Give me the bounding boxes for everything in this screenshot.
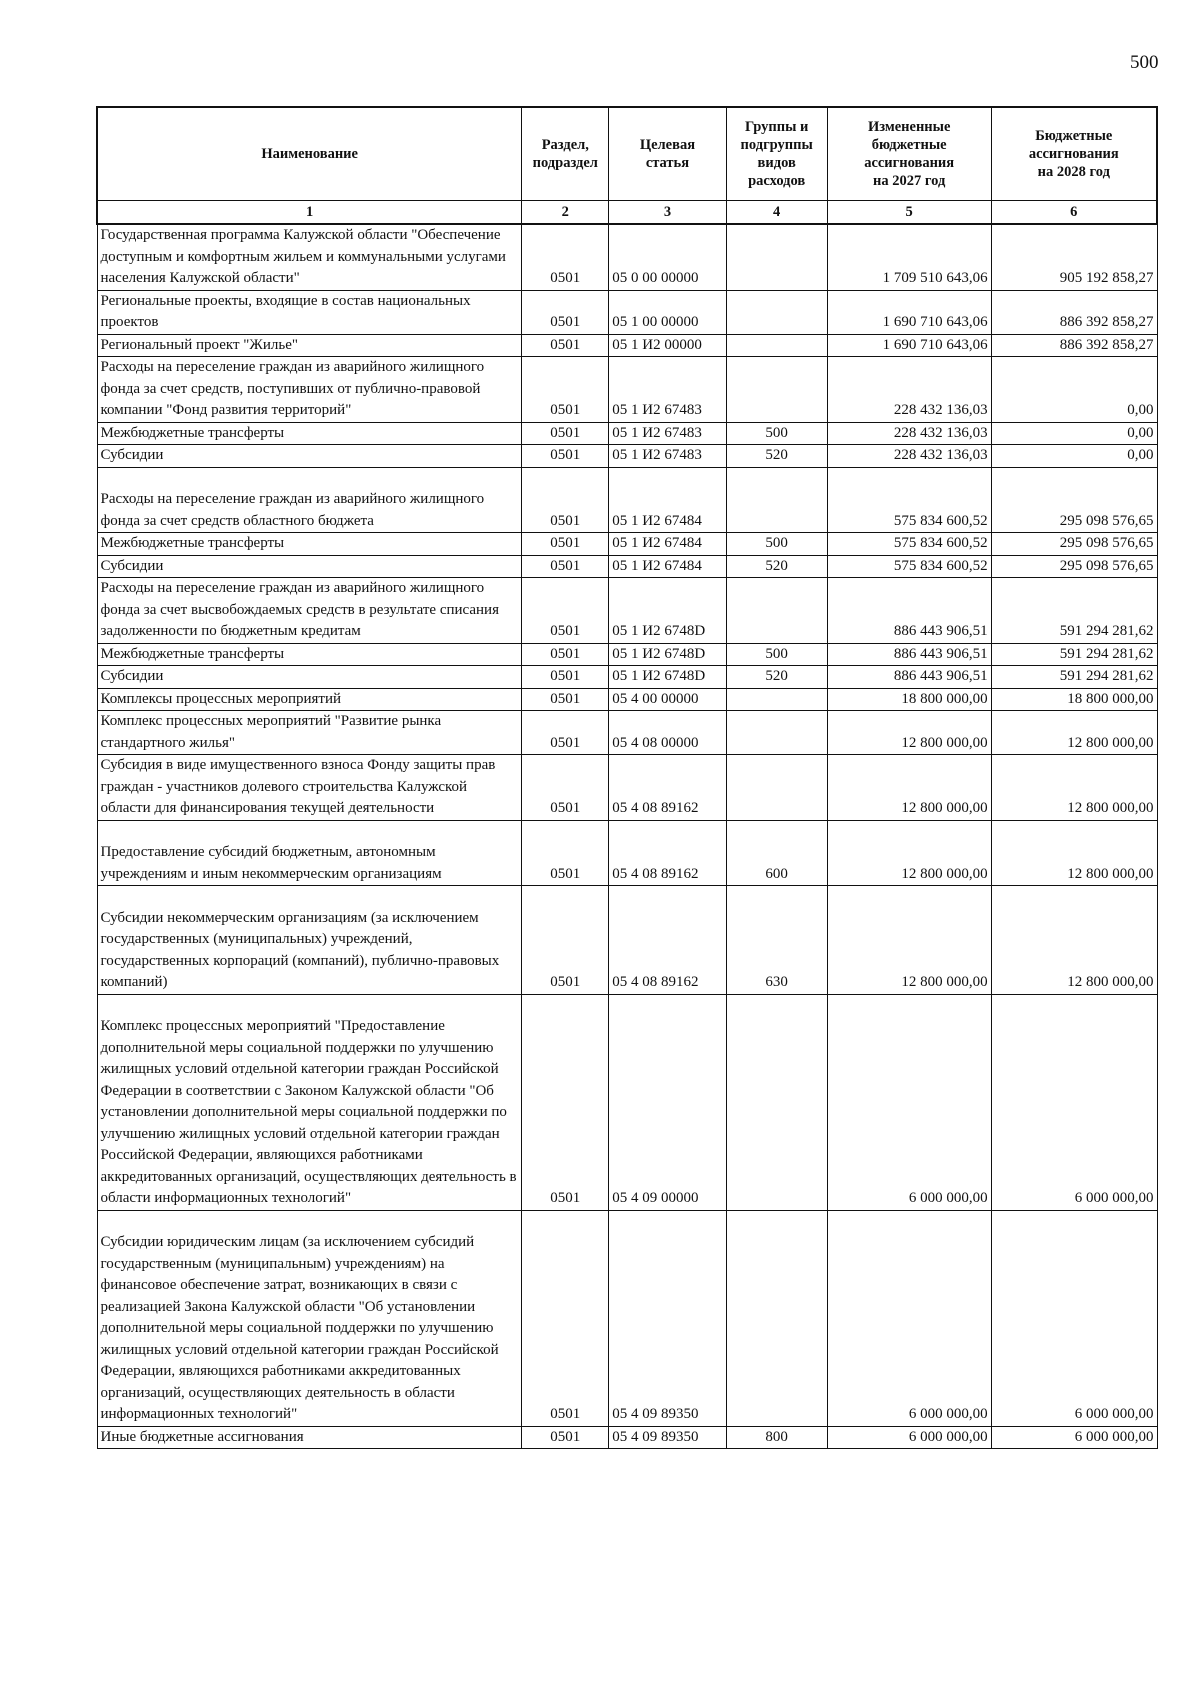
row-amount-2028: 295 098 576,65	[991, 533, 1157, 556]
row-amount-2028: 591 294 281,62	[991, 578, 1157, 644]
row-article: 05 0 00 00000	[609, 224, 726, 290]
row-section: 0501	[522, 755, 609, 821]
table-row	[97, 224, 1157, 290]
header-name: Наименование	[97, 107, 522, 201]
row-amount-2028: 12 800 000,00	[991, 820, 1157, 886]
row-group	[726, 755, 827, 821]
row-amount-2027: 228 432 136,03	[827, 422, 991, 445]
row-amount-2027: 575 834 600,52	[827, 467, 991, 533]
row-group	[726, 357, 827, 423]
row-article: 05 4 08 89162	[609, 755, 726, 821]
table-row	[97, 290, 1157, 334]
row-section: 0501	[522, 555, 609, 578]
table-row	[97, 555, 1157, 578]
header-article: Целевая статья	[609, 107, 726, 201]
header-amount-2028: Бюджетные ассигнования на 2028 год	[991, 107, 1157, 201]
row-section: 0501	[522, 422, 609, 445]
row-name: Государственная программа Калужской области "Обеспечение доступным и комфортным жильем и коммунальными услугами населения Калужской области"	[97, 224, 522, 290]
row-amount-2028: 0,00	[991, 422, 1157, 445]
row-group	[726, 290, 827, 334]
row-name: Субсидии некоммерческим организациям (за исключением государственных (муниципальных) учреждений, государственных корпораций (компаний), публично-правовых компаний)	[97, 886, 522, 995]
row-amount-2028: 0,00	[991, 445, 1157, 468]
row-group: 600	[726, 820, 827, 886]
table-row	[97, 820, 1157, 886]
row-amount-2027: 1 690 710 643,06	[827, 290, 991, 334]
row-amount-2028: 591 294 281,62	[991, 666, 1157, 689]
row-section: 0501	[522, 711, 609, 755]
row-group: 500	[726, 422, 827, 445]
column-number: 5	[827, 201, 991, 225]
row-name: Расходы на переселение граждан из аварийного жилищного фонда за счет средств, поступивших от публично-правовой компании "Фонд развития территорий"	[97, 357, 522, 423]
row-amount-2028: 12 800 000,00	[991, 755, 1157, 821]
table-row	[97, 334, 1157, 357]
row-article: 05 1 И2 6748D	[609, 578, 726, 644]
column-number: 6	[991, 201, 1157, 225]
row-amount-2027: 1 690 710 643,06	[827, 334, 991, 357]
row-group	[726, 334, 827, 357]
row-section: 0501	[522, 886, 609, 995]
row-article: 05 1 И2 67483	[609, 422, 726, 445]
row-article: 05 1 И2 67484	[609, 467, 726, 533]
row-section: 0501	[522, 224, 609, 290]
row-amount-2027: 12 800 000,00	[827, 711, 991, 755]
row-name: Комплекс процессных мероприятий "Предоставление дополнительной меры социальной поддержки по улучшению жилищных условий отдельной категории граждан Российской Федерации в соответствии с Законом Калужской области "Об установлении дополнительной меры социальной поддержки по улучшению жилищных условий отдельной категории граждан Российской Федерации, являющихся работниками аккредитованных организаций, осуществляющих деятельность в области информационных технологий"	[97, 994, 522, 1210]
row-article: 05 4 09 00000	[609, 994, 726, 1210]
table-row	[97, 643, 1157, 666]
row-article: 05 1 И2 6748D	[609, 666, 726, 689]
row-article: 05 1 И2 00000	[609, 334, 726, 357]
table-row	[97, 994, 1157, 1210]
row-amount-2027: 18 800 000,00	[827, 688, 991, 711]
row-amount-2028: 905 192 858,27	[991, 224, 1157, 290]
row-article: 05 4 08 89162	[609, 886, 726, 995]
row-section: 0501	[522, 290, 609, 334]
table-row	[97, 711, 1157, 755]
row-amount-2027: 6 000 000,00	[827, 1426, 991, 1449]
row-section: 0501	[522, 666, 609, 689]
row-article: 05 1 И2 67483	[609, 357, 726, 423]
row-group: 520	[726, 555, 827, 578]
table-row	[97, 688, 1157, 711]
row-name: Субсидии	[97, 555, 522, 578]
row-article: 05 4 08 00000	[609, 711, 726, 755]
table-row	[97, 422, 1157, 445]
column-number: 3	[609, 201, 726, 225]
row-name: Субсидии	[97, 445, 522, 468]
table-header	[97, 107, 1157, 224]
row-article: 05 1 И2 67484	[609, 533, 726, 556]
row-article: 05 1 И2 6748D	[609, 643, 726, 666]
row-amount-2028: 6 000 000,00	[991, 1426, 1157, 1449]
table-row	[97, 1426, 1157, 1449]
row-amount-2028: 6 000 000,00	[991, 994, 1157, 1210]
header-section: Раздел, подраздел	[522, 107, 609, 201]
budget-table	[96, 106, 1158, 1449]
row-article: 05 4 00 00000	[609, 688, 726, 711]
row-group	[726, 1210, 827, 1426]
row-amount-2027: 886 443 906,51	[827, 643, 991, 666]
row-name: Субсидии юридическим лицам (за исключением субсидий государственным (муниципальным) учреждениям) на финансовое обеспечение затрат, возникающих в связи с реализацией Закона Калужской области "Об установлении дополнительной меры социальной поддержки по улучшению жилищных условий отдельной категории граждан Российской Федерации, являющихся работниками аккредитованных организаций, осуществляющих деятельность в области информационных технологий"	[97, 1210, 522, 1426]
table-row	[97, 533, 1157, 556]
row-amount-2027: 575 834 600,52	[827, 533, 991, 556]
row-amount-2027: 6 000 000,00	[827, 1210, 991, 1426]
table-row	[97, 467, 1157, 533]
row-name: Расходы на переселение граждан из аварийного жилищного фонда за счет средств областного бюджета	[97, 467, 522, 533]
row-section: 0501	[522, 467, 609, 533]
row-group: 800	[726, 1426, 827, 1449]
row-name: Региональные проекты, входящие в состав национальных проектов	[97, 290, 522, 334]
row-group	[726, 994, 827, 1210]
row-amount-2027: 6 000 000,00	[827, 994, 991, 1210]
row-article: 05 1 И2 67483	[609, 445, 726, 468]
row-amount-2028: 886 392 858,27	[991, 290, 1157, 334]
table-row	[97, 755, 1157, 821]
row-name: Субсидии	[97, 666, 522, 689]
row-section: 0501	[522, 1210, 609, 1426]
row-name: Комплекс процессных мероприятий "Развитие рынка стандартного жилья"	[97, 711, 522, 755]
row-article: 05 4 09 89350	[609, 1210, 726, 1426]
header-group: Группы и подгруппы видов расходов	[726, 107, 827, 201]
row-amount-2028: 12 800 000,00	[991, 711, 1157, 755]
table-row	[97, 445, 1157, 468]
row-group: 520	[726, 666, 827, 689]
row-amount-2028: 6 000 000,00	[991, 1210, 1157, 1426]
column-number: 1	[97, 201, 522, 225]
row-section: 0501	[522, 334, 609, 357]
row-name: Комплексы процессных мероприятий	[97, 688, 522, 711]
row-article: 05 1 00 00000	[609, 290, 726, 334]
row-amount-2028: 886 392 858,27	[991, 334, 1157, 357]
row-section: 0501	[522, 820, 609, 886]
table-row	[97, 357, 1157, 423]
row-article: 05 4 09 89350	[609, 1426, 726, 1449]
row-name: Межбюджетные трансферты	[97, 422, 522, 445]
row-amount-2028: 18 800 000,00	[991, 688, 1157, 711]
row-section: 0501	[522, 445, 609, 468]
row-group	[726, 467, 827, 533]
column-number: 4	[726, 201, 827, 225]
header-amount-2027: Измененные бюджетные ассигнования на 2027 год	[827, 107, 991, 201]
row-section: 0501	[522, 1426, 609, 1449]
row-amount-2028: 295 098 576,65	[991, 555, 1157, 578]
row-article: 05 1 И2 67484	[609, 555, 726, 578]
row-group: 630	[726, 886, 827, 995]
row-amount-2027: 886 443 906,51	[827, 666, 991, 689]
row-section: 0501	[522, 357, 609, 423]
table-row	[97, 578, 1157, 644]
table-row	[97, 886, 1157, 995]
row-amount-2027: 1 709 510 643,06	[827, 224, 991, 290]
row-amount-2027: 12 800 000,00	[827, 820, 991, 886]
row-name: Региональный проект "Жилье"	[97, 334, 522, 357]
row-name: Расходы на переселение граждан из аварийного жилищного фонда за счет высвобождаемых средств в результате списания задолженности по бюджетным кредитам	[97, 578, 522, 644]
row-name: Межбюджетные трансферты	[97, 643, 522, 666]
row-group	[726, 578, 827, 644]
row-amount-2027: 886 443 906,51	[827, 578, 991, 644]
row-amount-2027: 228 432 136,03	[827, 445, 991, 468]
row-name: Межбюджетные трансферты	[97, 533, 522, 556]
row-amount-2027: 228 432 136,03	[827, 357, 991, 423]
row-section: 0501	[522, 994, 609, 1210]
row-group: 520	[726, 445, 827, 468]
table-row	[97, 1210, 1157, 1426]
row-article: 05 4 08 89162	[609, 820, 726, 886]
row-group	[726, 224, 827, 290]
page-number: 500	[1130, 52, 1159, 73]
row-group	[726, 688, 827, 711]
row-section: 0501	[522, 688, 609, 711]
row-amount-2027: 12 800 000,00	[827, 886, 991, 995]
table-row	[97, 666, 1157, 689]
row-name: Иные бюджетные ассигнования	[97, 1426, 522, 1449]
row-group: 500	[726, 533, 827, 556]
row-name: Предоставление субсидий бюджетным, автономным учреждениям и иным некоммерческим организациям	[97, 820, 522, 886]
row-group	[726, 711, 827, 755]
column-number: 2	[522, 201, 609, 225]
row-amount-2028: 295 098 576,65	[991, 467, 1157, 533]
row-section: 0501	[522, 578, 609, 644]
row-amount-2027: 575 834 600,52	[827, 555, 991, 578]
row-amount-2027: 12 800 000,00	[827, 755, 991, 821]
row-name: Субсидия в виде имущественного взноса Фонду защиты прав граждан - участников долевого строительства Калужской области для финансирования текущей деятельности	[97, 755, 522, 821]
row-amount-2028: 0,00	[991, 357, 1157, 423]
row-group: 500	[726, 643, 827, 666]
table-body	[97, 224, 1157, 1449]
row-section: 0501	[522, 533, 609, 556]
row-amount-2028: 12 800 000,00	[991, 886, 1157, 995]
row-section: 0501	[522, 643, 609, 666]
row-amount-2028: 591 294 281,62	[991, 643, 1157, 666]
